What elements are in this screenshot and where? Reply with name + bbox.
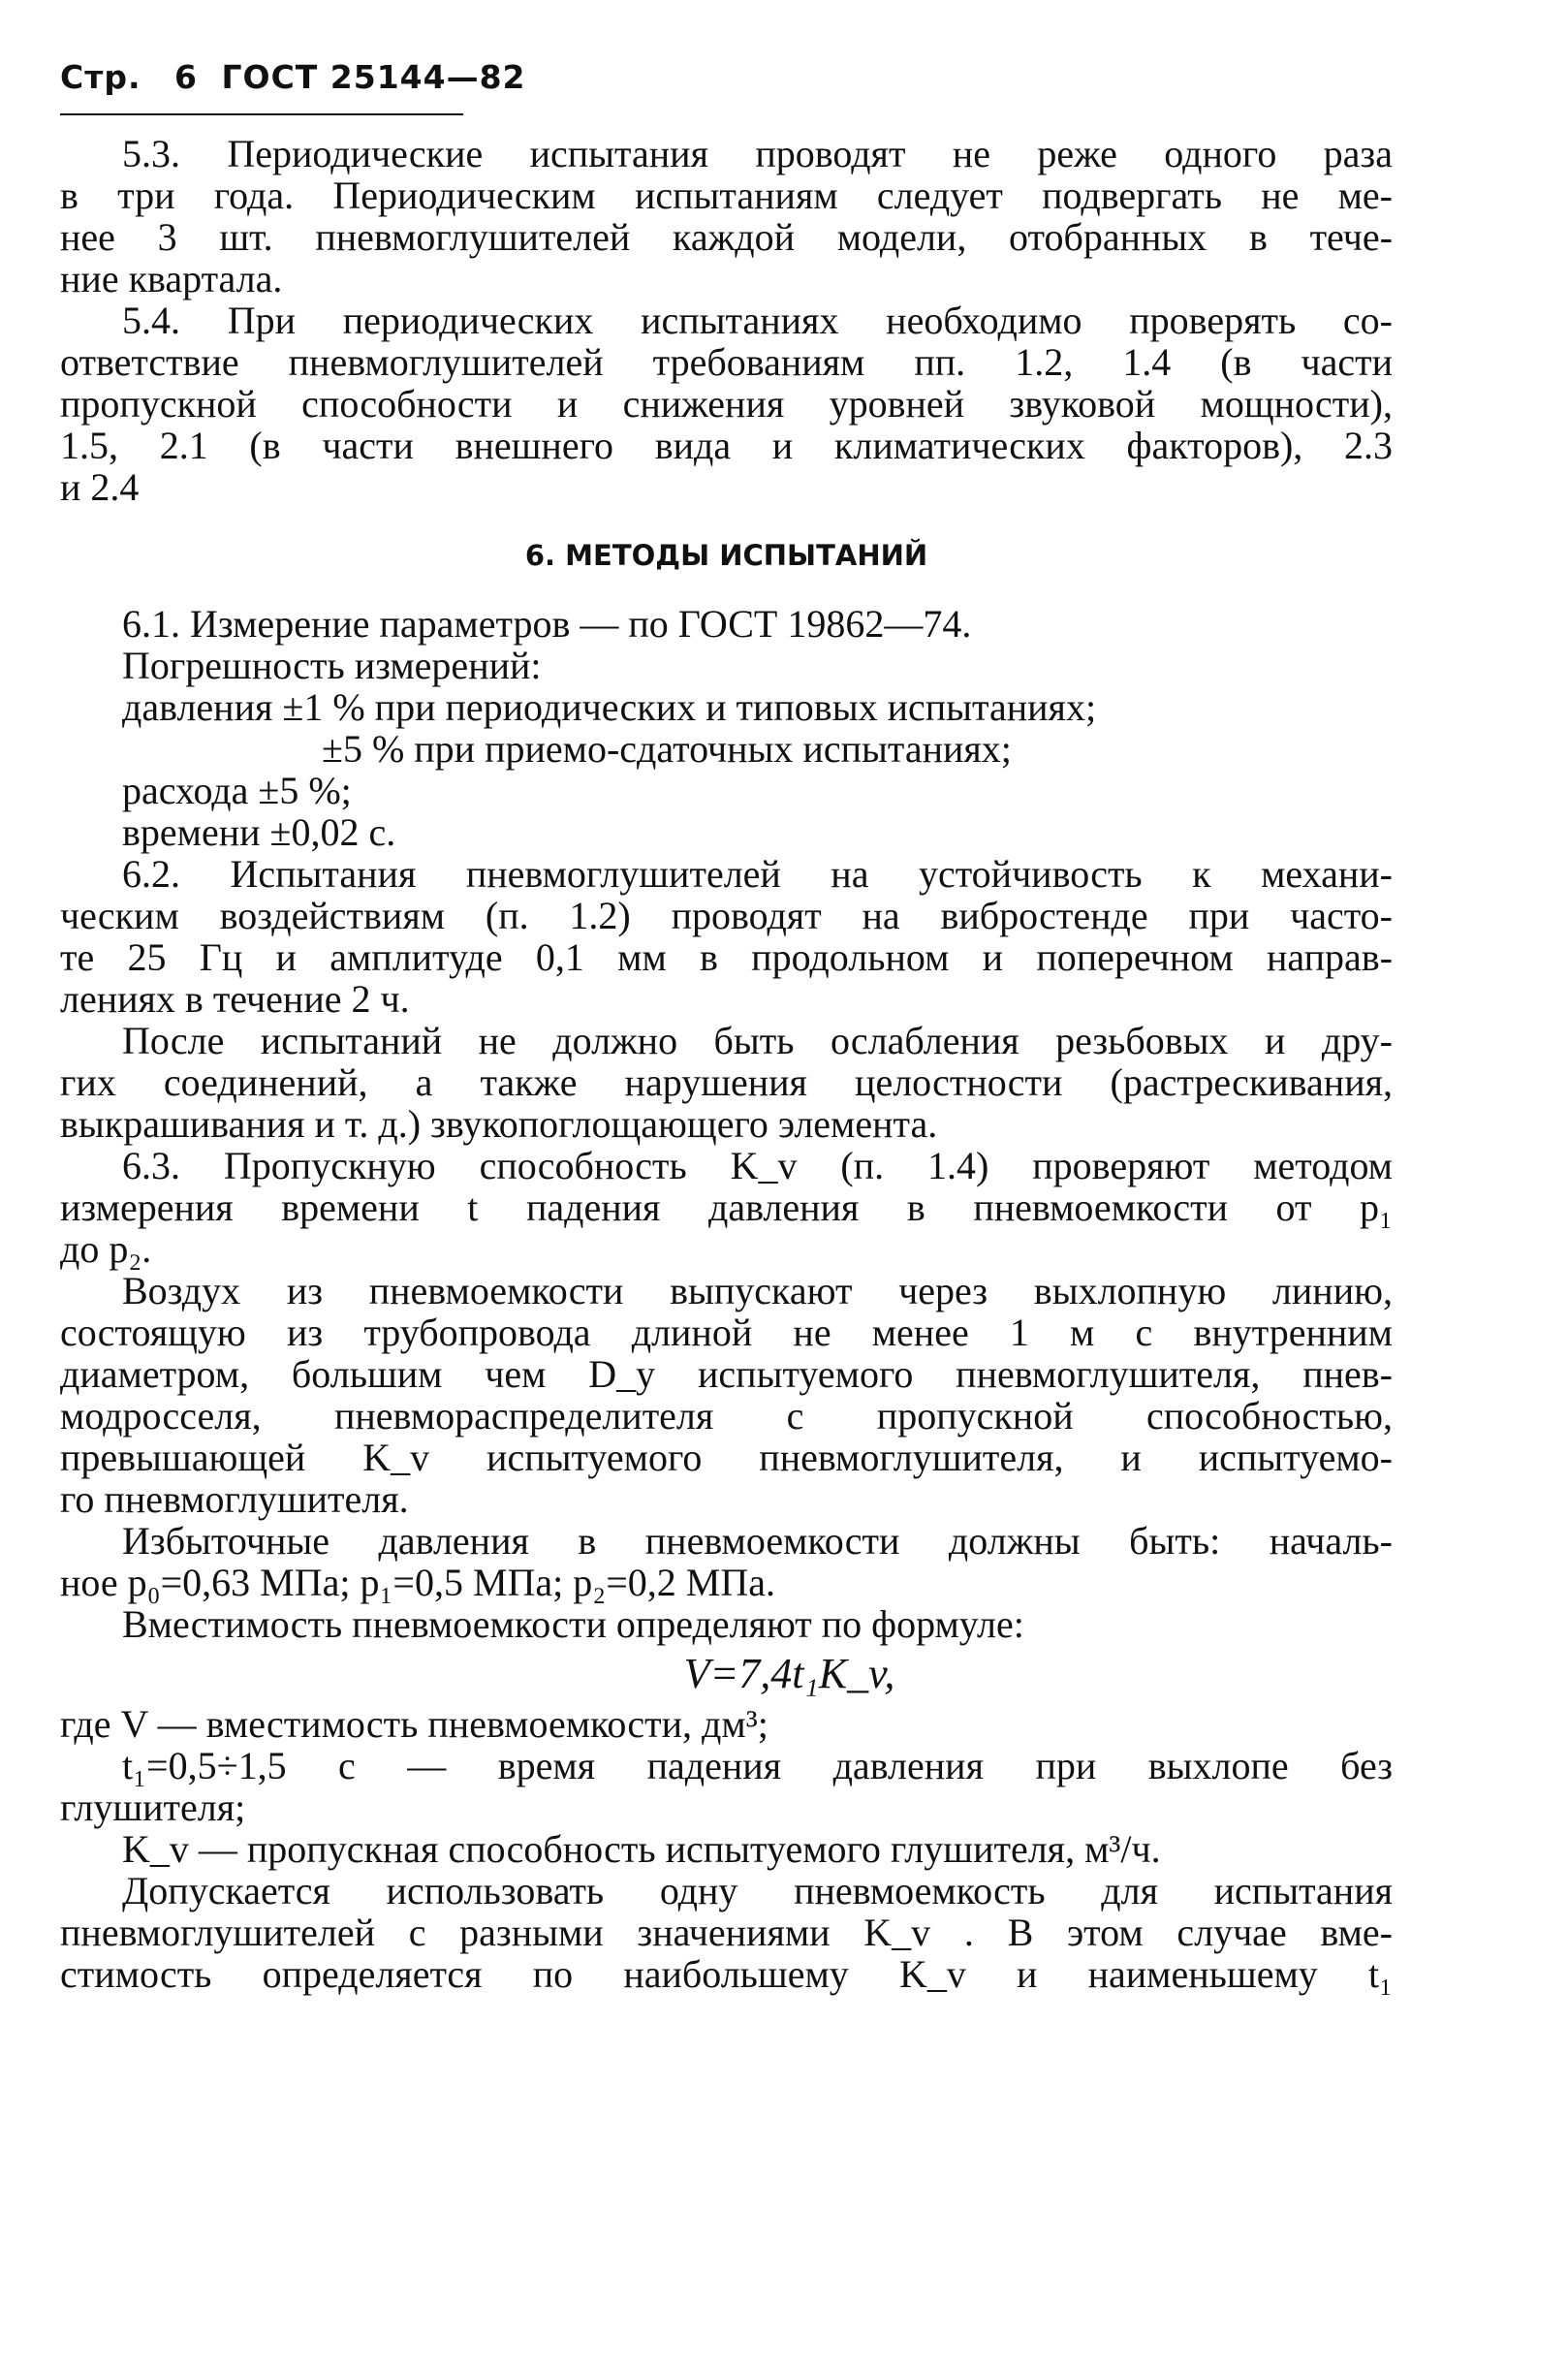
text-line: После испытаний не должно быть ослабления резьбовых и дру- <box>122 1019 1393 1062</box>
text-line: лениях в течение 2 ч. <box>60 977 410 1021</box>
text-line: пневмоглушителей с разными значениями K_v . В этом случае вме- <box>60 1911 1393 1954</box>
standard-number: ГОСТ 25144—82 <box>221 58 526 96</box>
text-line: диаметром, большим чем D_y испытуемого пневмоглушителя, пнев- <box>60 1352 1393 1396</box>
text-line: измерения времени t падения давления в пневмоемкости от p₁ <box>60 1185 1393 1229</box>
section-heading: 6. МЕТОДЫ ИСПЫТАНИЙ <box>524 539 928 572</box>
page-number: 6 <box>174 58 198 96</box>
text-line: ±5 % при приемо-сдаточных испытаниях; <box>322 727 1012 771</box>
text-line: 6.3. Пропускную способность K_v (п. 1.4) проверяют методом <box>122 1144 1393 1187</box>
text-line: Погрешность измерений: <box>122 644 542 687</box>
text-line: Избыточные давления в пневмоемкости должны быть: началь- <box>122 1519 1393 1563</box>
text-line: до p₂. <box>60 1227 152 1271</box>
text-line: t₁=0,5÷1,5 с — время падения давления при выхлопе без <box>122 1744 1393 1787</box>
text-line: Вместимость пневмоемкости определяют по формуле: <box>122 1602 1024 1646</box>
text-line: гих соединений, а также нарушения целостности (растрескивания, <box>60 1060 1393 1104</box>
text-line: в три года. Периодическим испытаниям следует подвергать не ме- <box>60 174 1393 217</box>
text-line: 5.3. Периодические испытания проводят не реже одного раза <box>122 132 1393 175</box>
page-label: Стр. <box>60 58 141 96</box>
text-line: Воздух из пневмоемкости выпускают через выхлопную линию, <box>122 1269 1393 1312</box>
text-line: ние квартала. <box>60 257 283 300</box>
text-line: расхода ±5 %; <box>122 769 352 812</box>
text-line: 5.4. При периодических испытаниях необходимо проверять со- <box>122 299 1393 342</box>
text-line: где V — вместимость пневмоемкости, дм³; <box>60 1702 768 1746</box>
text-line: превышающей K_v испытуемого пневмоглушителя, и испытуемо- <box>60 1436 1393 1479</box>
text-line: K_v — пропускная способность испытуемого глушителя, м³/ч. <box>122 1827 1161 1871</box>
section-6-1 <box>60 603 1393 853</box>
text-line: ответствие пневмоглушителей требованиям пп. 1.2, 1.4 (в части <box>60 340 1393 384</box>
text-line: го пневмоглушителя. <box>60 1477 409 1521</box>
section-6-2-6-3 <box>60 853 1393 1645</box>
text-line: стимость определяется по наибольшему K_v и наименьшему t₁ <box>60 1952 1393 1996</box>
formula: V=7,4t₁K_v, <box>683 1650 895 1697</box>
text-line: давления ±1 % при периодических и типовых испытаниях; <box>122 685 1097 729</box>
text-line: нее 3 шт. пневмоглушителей каждой модели, отобранных в тече- <box>60 215 1393 259</box>
text-line: 6.2. Испытания пневмоглушителей на устойчивость к механи- <box>122 852 1393 896</box>
text-line: модросселя, пневмораспределителя с пропускной способностью, <box>60 1394 1393 1438</box>
text-line: ческим воздействиям (п. 1.2) проводят на вибростенде при часто- <box>60 894 1393 937</box>
text-line: те 25 Гц и амплитуде 0,1 мм в продольном и поперечном направ- <box>60 935 1393 979</box>
text-line: выкрашивания и т. д.) звукопоглощающего элемента. <box>60 1102 938 1146</box>
text-line: 6.1. Измерение параметров — по ГОСТ 19862—74. <box>122 602 972 646</box>
document-page <box>60 58 1393 1995</box>
text-line: времени ±0,02 с. <box>122 810 396 854</box>
text-line: и 2.4 <box>60 465 140 509</box>
section-5 <box>60 133 1393 508</box>
formula-explanation <box>60 1703 1393 1995</box>
text-line: ное p₀=0,63 МПа; p₁=0,5 МПа; p₂=0,2 МПа. <box>60 1561 776 1604</box>
text-line: пропускной способности и снижения уровней звуковой мощности), <box>60 382 1393 426</box>
page-header <box>60 58 526 115</box>
text-line: глушителя; <box>60 1785 246 1829</box>
text-line: 1.5, 2.1 (в части внешнего вида и климатических факторов), 2.3 <box>60 424 1393 467</box>
text-line: состоящую из трубопровода длиной не менее 1 м с внутренним <box>60 1311 1393 1354</box>
text-line: Допускается использовать одну пневмоемкость для испытания <box>122 1869 1393 1912</box>
